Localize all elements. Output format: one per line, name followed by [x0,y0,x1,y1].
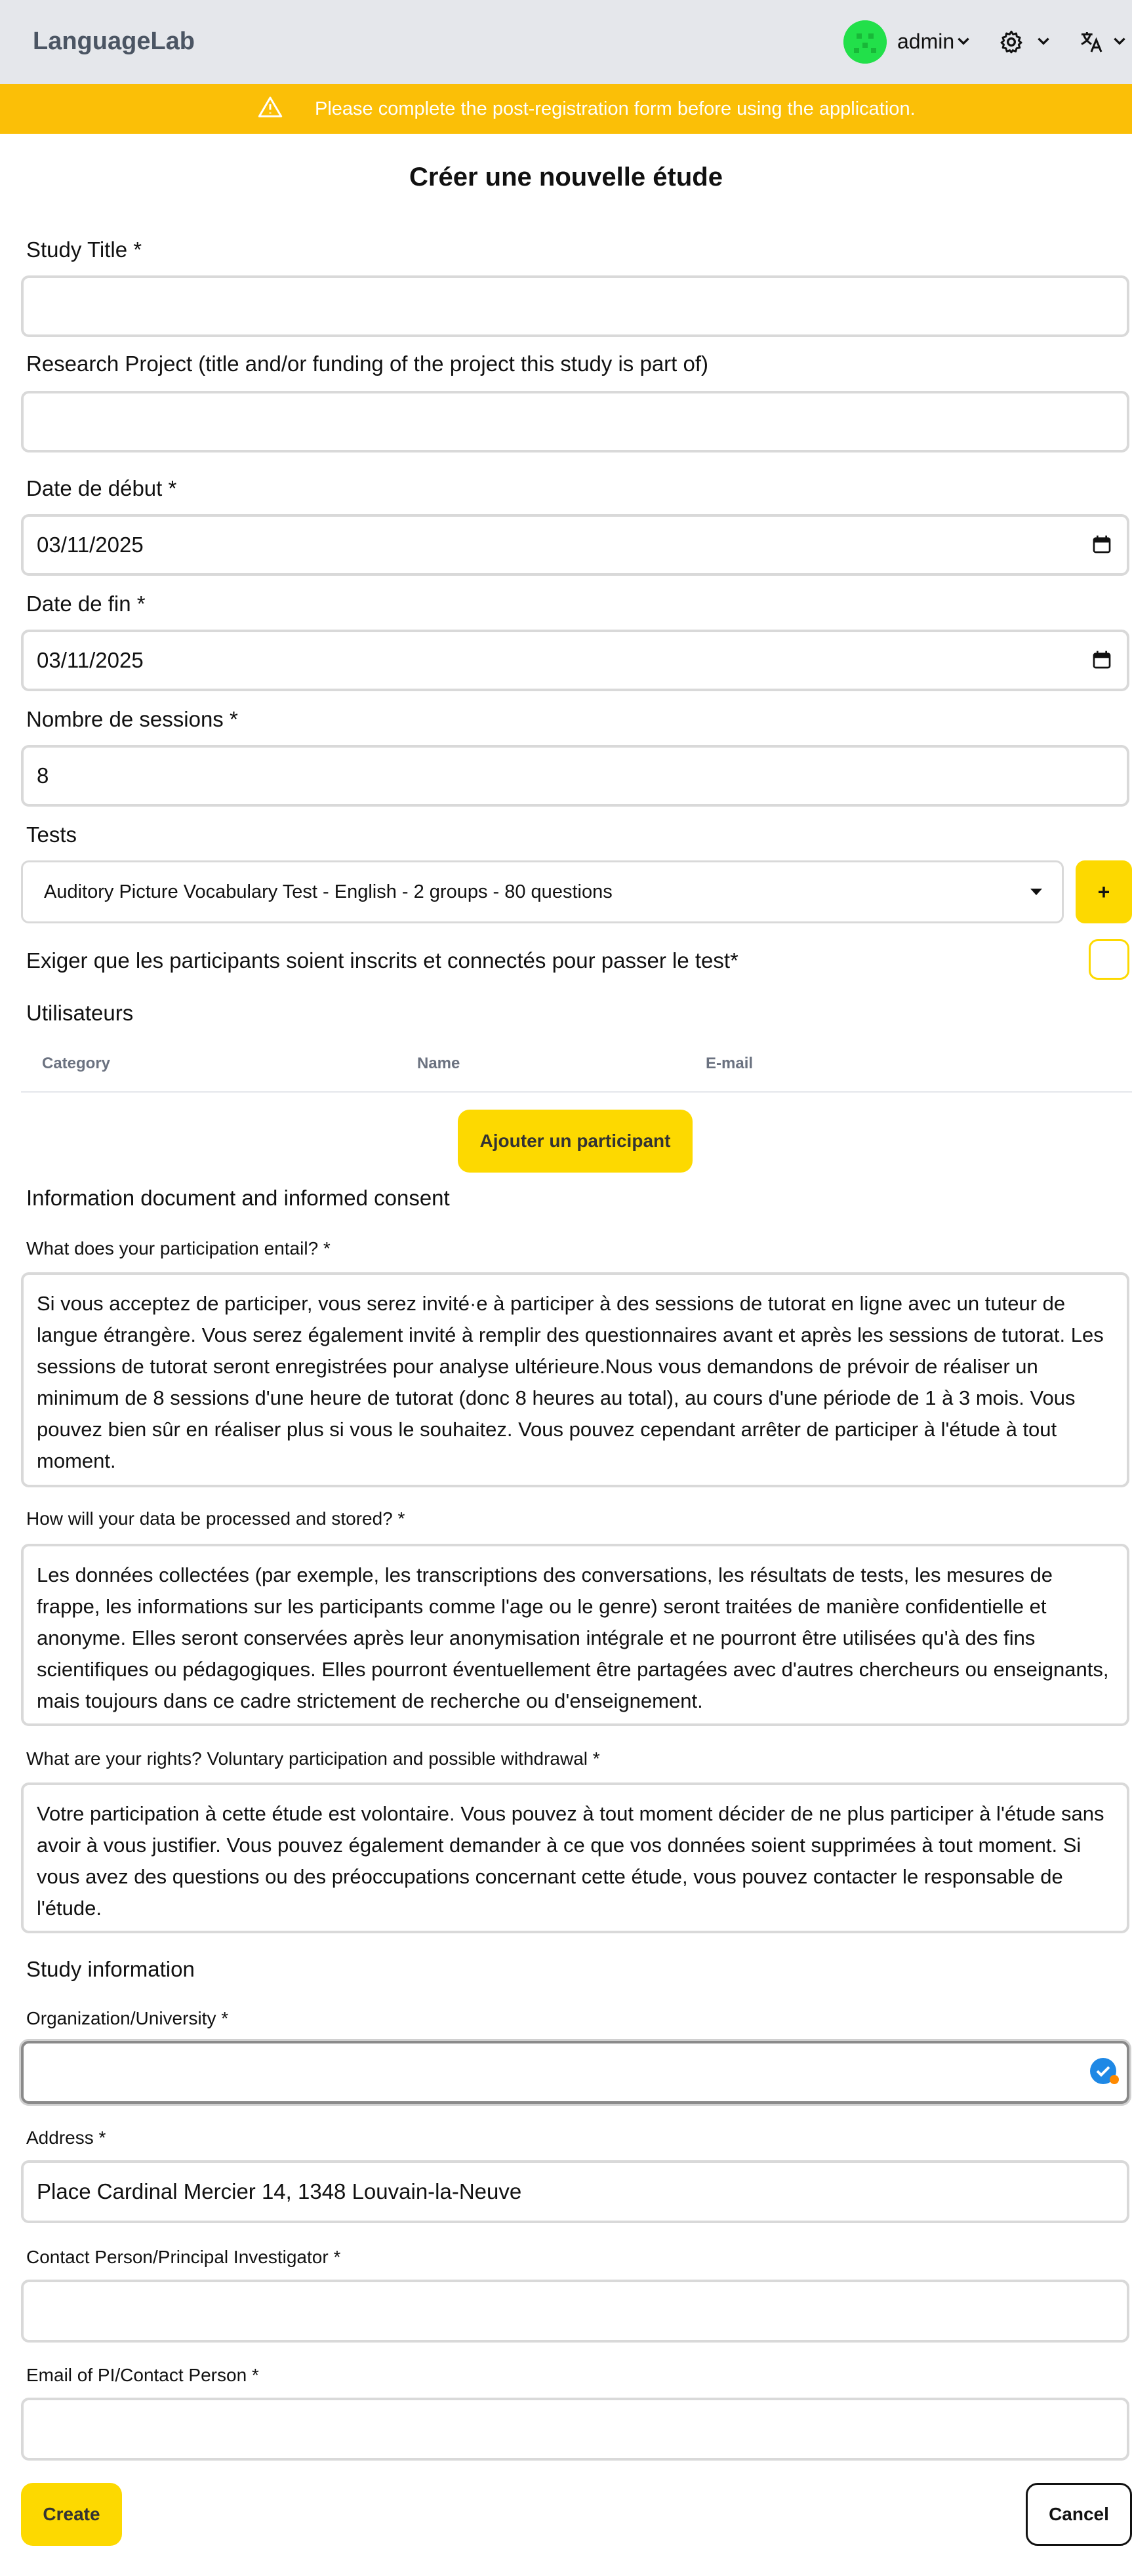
research-project-input[interactable] [21,391,1129,453]
consent-heading: Information document and informed consent [26,1186,450,1210]
data-processing-label: How will your data be processed and stored? * [26,1508,405,1529]
add-participant-button[interactable]: Ajouter un participant [458,1110,693,1173]
user-menu-name[interactable]: admin [897,30,955,53]
email-label: Email of PI/Contact Person * [26,2365,259,2385]
contact-label: Contact Person/Principal Investigator * [26,2247,341,2267]
calendar-icon[interactable] [1091,649,1112,670]
study-title-label: Study Title * [26,237,142,262]
column-header-name: Name [417,1055,460,1072]
table-divider [21,1091,1132,1093]
study-info-heading: Study information [26,1957,195,1981]
calendar-icon[interactable] [1091,534,1112,555]
gear-icon[interactable] [998,29,1024,55]
start-date-value: 03/11/2025 [37,533,144,557]
sessions-input[interactable]: 8 [21,745,1129,807]
chevron-down-icon[interactable] [955,33,972,50]
rights-textarea[interactable]: Votre participation à cette étude est volontaire. Vous pouvez à tout moment décider de ne plus participer à l'étude sans avoir à vous justifier. Vous pouvez également demander à ce que vos données soient supprimées à tout moment. Si vous avez des questions ou des préoccupations concernant cette étude, vous pouvez contacter le responsable de l'étude. [21,1782,1129,1933]
email-input[interactable] [21,2398,1129,2461]
rights-label: What are your rights? Voluntary participation and possible withdrawal * [26,1748,600,1769]
chevron-down-icon[interactable] [1035,33,1052,50]
add-test-button[interactable]: + [1076,860,1132,923]
users-label: Utilisateurs [26,1001,134,1025]
translate-icon[interactable] [1078,29,1104,55]
cancel-button[interactable]: Cancel [1026,2483,1132,2546]
create-button[interactable]: Create [21,2483,122,2546]
end-date-value: 03/11/2025 [37,648,144,672]
start-date-label: Date de début * [26,476,177,500]
tests-selected-value: Auditory Picture Vocabulary Test - English - 2 groups - 80 questions [44,881,613,902]
contact-input[interactable] [21,2280,1129,2343]
organization-label: Organization/University * [26,2008,229,2028]
dropdown-caret-icon [1030,889,1042,895]
require-login-checkbox[interactable] [1089,939,1129,980]
participation-label: What does your participation entail? * [26,1238,331,1258]
chevron-down-icon[interactable] [1111,33,1128,50]
end-date-label: Date de fin * [26,592,146,616]
page-title: Créer une nouvelle étude [409,163,723,191]
research-project-label: Research Project (title and/or funding of the project this study is part of) [26,352,709,376]
app-brand[interactable]: LanguageLab [33,28,195,55]
study-title-input[interactable] [21,275,1129,337]
start-date-input[interactable] [21,514,1129,576]
address-label: Address * [26,2127,106,2148]
address-input[interactable]: Place Cardinal Mercier 14, 1348 Louvain-la-Neuve [21,2160,1129,2223]
column-header-email: E-mail [706,1055,754,1072]
end-date-input[interactable] [21,630,1129,691]
require-login-label: Exiger que les participants soient inscrits et connectés pour passer le test* [26,948,738,973]
organization-input[interactable] [21,2041,1129,2104]
column-header-category: Category [42,1055,111,1072]
notification-dot-icon [1110,2075,1119,2084]
tests-label: Tests [26,822,77,847]
warning-icon [257,94,283,121]
banner-message: Please complete the post-registration form before using the application. [315,98,916,119]
data-processing-textarea[interactable]: Les données collectées (par exemple, les transcriptions des conversations, les résultats de tests, les mesures de frappe, les informations sur les participants comme l'age ou le genre) seront traitées de manière confidentielle et anonyme. Elles seront conservées après leur anonymisation intégrale et ne pourront être utilisées qu'à des fins scientifiques ou pédagogiques. Elles pourront éventuellement être partagées avec d'autres chercheurs ou enseignants, mais toujours dans ce cadre strictement de recherche ou d'enseignement. [21,1544,1129,1726]
avatar[interactable] [843,20,887,64]
participation-textarea[interactable]: Si vous acceptez de participer, vous serez invité·e à participer à des sessions de tutorat en ligne avec un tuteur de langue étrangère. Vous serez également invité à remplir des questionnaires avant et après les sessions de tutorat. Les sessions de tutorat seront enregistrées pour analyse ultérieure.Nous vous demandons de prévoir de réaliser un minimum de 8 sessions d'une heure de tutorat (donc 8 heures au total), au cours d'une période de 1 à 3 mois. Vous pouvez bien sûr en réaliser plus si vous le souhaitez. Vous pouvez cependant arrêter de participer à l'étude à tout moment. [21,1272,1129,1487]
tests-select[interactable] [21,860,1064,923]
sessions-label: Nombre de sessions * [26,707,238,731]
